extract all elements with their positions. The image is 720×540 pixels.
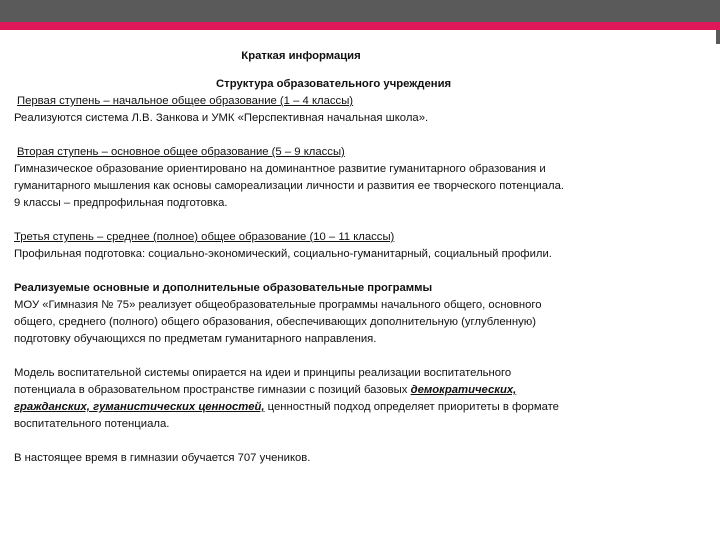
stage1-text: Реализуются система Л.В. Занкова и УМК «Перспективная начальная школа». (14, 112, 429, 124)
stage1-heading: Первая ступень – начальное общее образование (1 – 4 классы) (17, 95, 354, 107)
model-text-2 (14, 382, 708, 399)
stage2-text-3: 9 классы – предпрофильная подготовка. (14, 197, 228, 209)
stage2-text-1: Гимназическое образование ориентировано на доминантное развитие гуманитарного образования и (14, 163, 546, 175)
model-text-4: воспитательного потенциала. (14, 418, 170, 430)
model-text-2a: потенциала в образовательном пространстве гимназии с позиций базовых (14, 384, 411, 396)
model-text-3 (14, 399, 708, 416)
programs-text-3: подготовку обучающихся по предметам гуманитарного направления. (14, 333, 377, 345)
structure-heading: Структура образовательного учреждения (216, 78, 452, 90)
right-strip (716, 30, 720, 44)
stage2-text-2: гуманитарного мышления как основы самореализации личности и развития ее творческого потенциала. (14, 180, 565, 192)
accent-bar (0, 22, 720, 30)
students-text: В настоящее время в гимназии обучается 707 учеников. (14, 452, 311, 464)
model-text-3b: ценностный подход определяет приоритеты в формате (264, 401, 559, 413)
programs-text-2: общего, среднего (полного) общего образования, обеспечивающих дополнительную (углубленную) (14, 316, 536, 328)
programs-heading: Реализуемые основные и дополнительные образовательные программы (14, 282, 433, 294)
top-bar (0, 0, 720, 22)
stage3-heading: Третья ступень – среднее (полное) общее образование (10 – 11 классы) (14, 231, 395, 243)
model-text-1: Модель воспитательной системы опирается на идеи и принципы реализации воспитательного (14, 367, 512, 379)
model-values-1: демократических, (410, 384, 517, 396)
document-body (14, 48, 708, 467)
programs-text-1: МОУ «Гимназия № 75» реализует общеобразовательные программы начального общего, основного (14, 299, 542, 311)
stage3-text: Профильная подготовка: социально-экономический, социально-гуманитарный, социальный профили. (14, 248, 552, 260)
stage2-heading: Вторая ступень – основное общее образование (5 – 9 классы) (17, 146, 345, 158)
model-values-2: гражданских, гуманистических ценностей, (14, 401, 265, 413)
page-title: Краткая информация (241, 50, 361, 62)
